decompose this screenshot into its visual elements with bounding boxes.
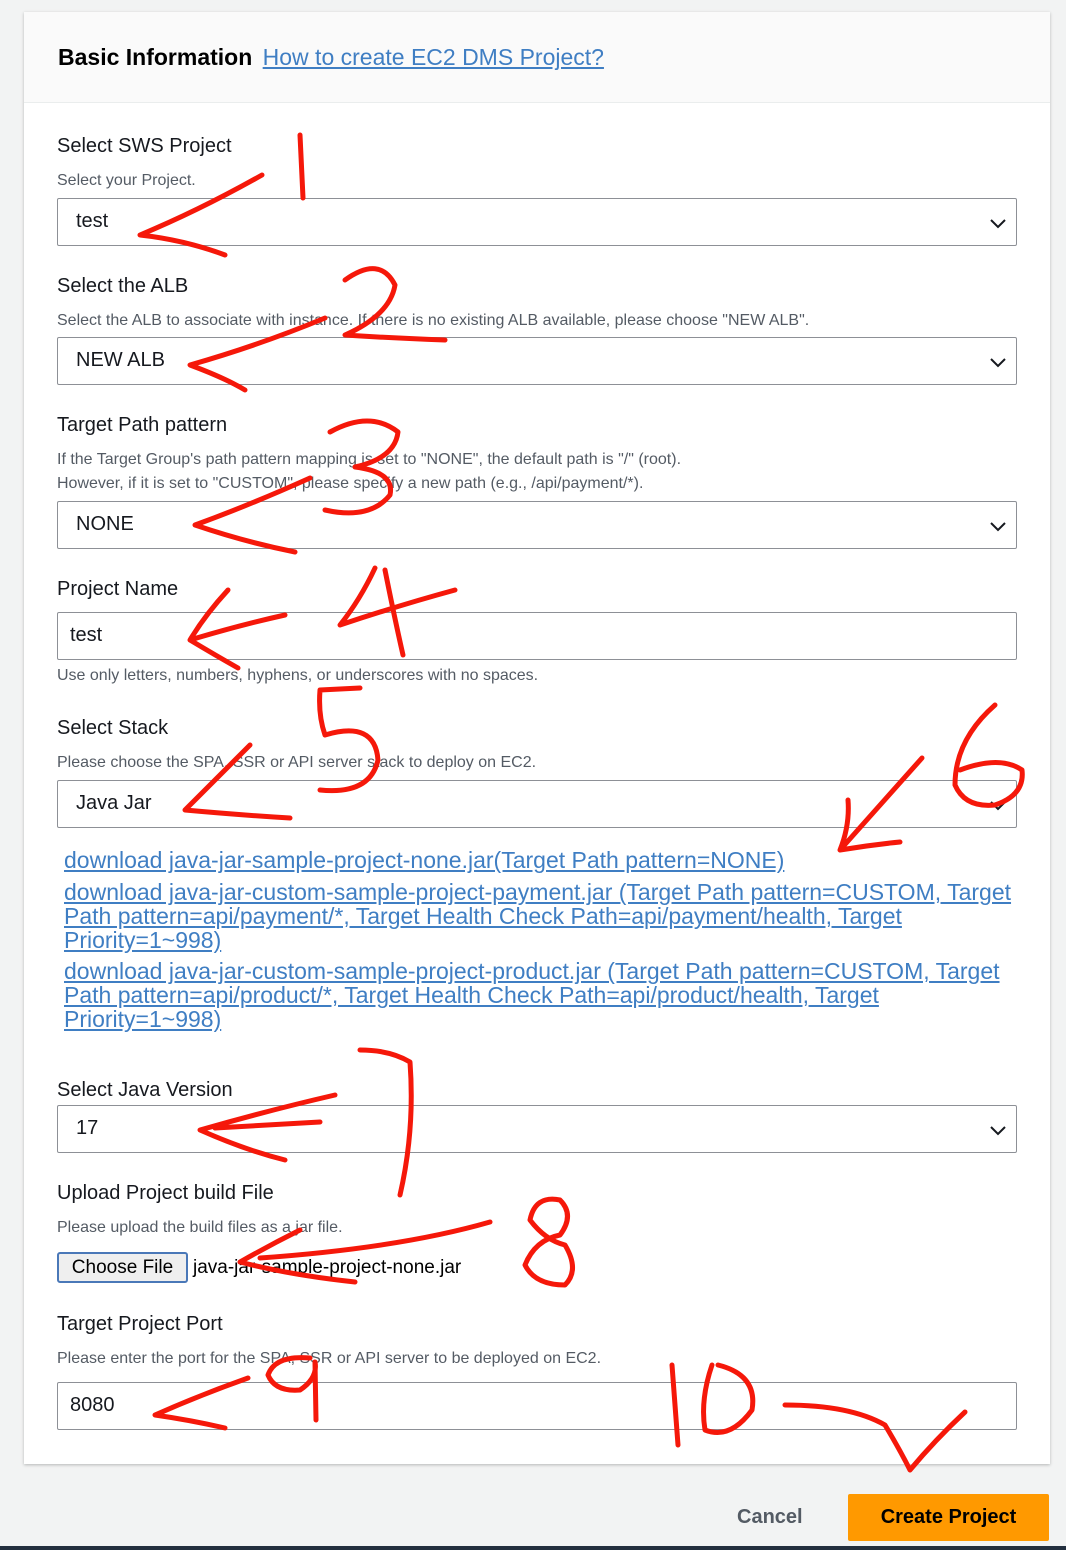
alb-value: NEW ALB: [76, 349, 165, 371]
selected-file-name: java-jar-sample-project-none.jar: [193, 1257, 462, 1278]
target-path-description-2: However, if it is set to "CUSTOM", please specify a new path (e.g., /api/payment/*).: [57, 475, 644, 492]
port-description: Please enter the port for the SPA, SSR or API server to be deployed on EC2.: [57, 1350, 602, 1367]
cancel-button[interactable]: Cancel: [737, 1506, 803, 1528]
target-path-description-1: If the Target Group's path pattern mapping is set to "NONE", the default path is "/" (root).: [57, 451, 682, 468]
basic-information-card: [24, 12, 1050, 1464]
target-path-label: Target Path pattern: [57, 414, 228, 436]
alb-description: Select the ALB to associate with instance. If there is no existing ALB available, please choose "NEW ALB".: [57, 312, 810, 329]
stack-select[interactable]: [57, 780, 1017, 828]
java-version-value: 17: [76, 1117, 99, 1139]
sws-project-select[interactable]: [57, 198, 1017, 246]
java-version-label: Select Java Version: [57, 1079, 233, 1101]
alb-label: Select the ALB: [57, 275, 189, 297]
stack-description: Please choose the SPA, SSR or API server stack to deploy on EC2.: [57, 754, 537, 771]
how-to-create-link[interactable]: How to create EC2 DMS Project?: [262, 44, 604, 70]
chevron-down-icon: [988, 795, 1008, 815]
download-link-payment[interactable]: download java-jar-custom-sample-project-payment.jar (Target Path pattern=CUSTOM, Target Path pattern=api/payment/*, Target Health Check Path=api/payment/health, Target Priority=1~998): [64, 879, 1012, 953]
upload-label: Upload Project build File: [57, 1182, 274, 1204]
port-input[interactable]: [57, 1382, 1017, 1430]
download-link-product[interactable]: download java-jar-custom-sample-project-product.jar (Target Path pattern=CUSTOM, Target Path pattern=api/product/*, Target Health Check Path=api/product/health, Target Priority=1~998): [64, 958, 1000, 1032]
download-link-none[interactable]: download java-jar-sample-project-none.jar(Target Path pattern=NONE): [64, 847, 785, 873]
stack-label: Select Stack: [57, 717, 169, 739]
bottom-bar: [0, 1546, 1066, 1550]
java-version-select[interactable]: [57, 1105, 1017, 1153]
sws-project-description: Select your Project.: [57, 172, 196, 189]
stack-value: Java Jar: [76, 792, 152, 814]
target-path-value: NONE: [76, 513, 134, 535]
chevron-down-icon: [988, 1120, 1008, 1140]
project-name-hint: Use only letters, numbers, hyphens, or underscores with no spaces.: [57, 667, 539, 684]
project-name-value: test: [70, 624, 103, 646]
section-title: [58, 44, 604, 71]
chevron-down-icon: [988, 516, 1008, 536]
create-project-button[interactable]: Create Project: [848, 1494, 1049, 1541]
alb-select[interactable]: [57, 337, 1017, 385]
choose-file-button[interactable]: Choose File: [57, 1252, 188, 1283]
chevron-down-icon: [988, 213, 1008, 233]
upload-description: Please upload the build files as a jar file.: [57, 1219, 343, 1236]
project-name-input[interactable]: [57, 612, 1017, 660]
chevron-down-icon: [988, 352, 1008, 372]
port-label: Target Project Port: [57, 1313, 223, 1335]
port-value: 8080: [70, 1394, 115, 1416]
project-name-label: Project Name: [57, 578, 179, 600]
sws-project-label: Select SWS Project: [57, 135, 232, 157]
section-title-text: Basic Information: [58, 44, 253, 70]
sws-project-value: test: [76, 210, 109, 232]
target-path-select[interactable]: [57, 501, 1017, 549]
